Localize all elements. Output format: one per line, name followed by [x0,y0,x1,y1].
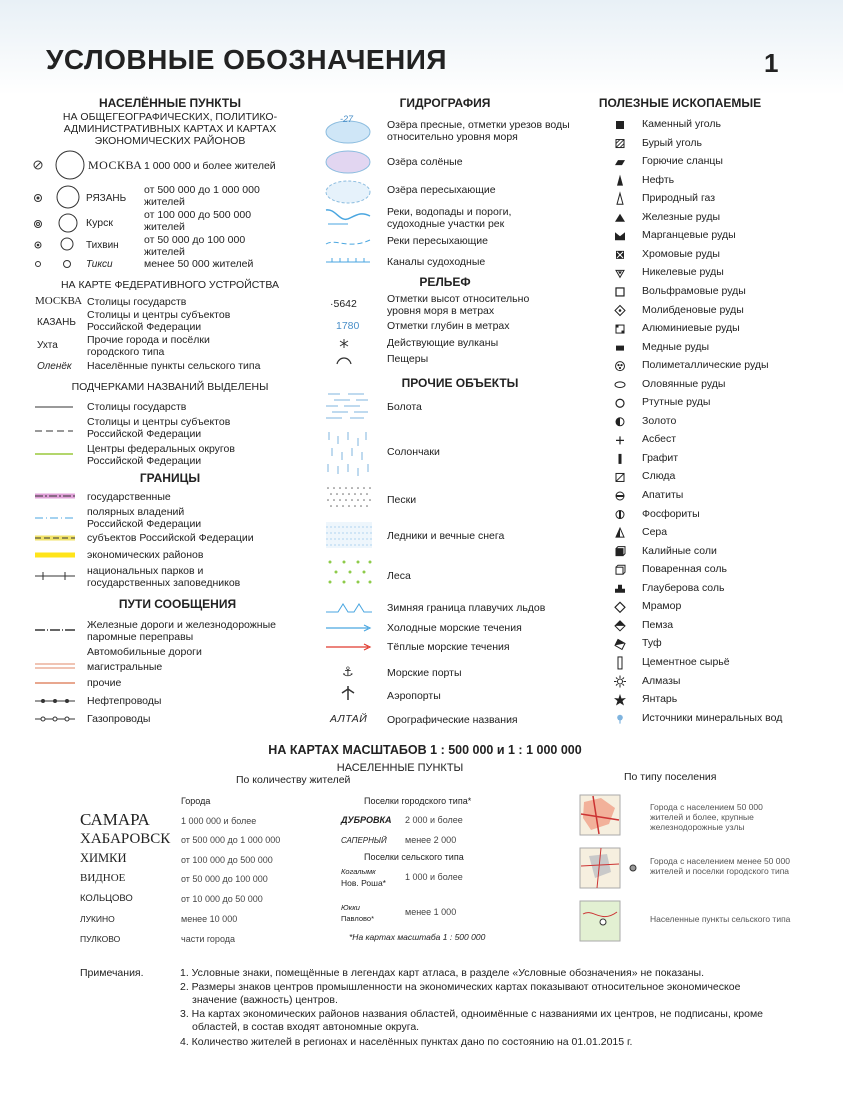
hydro-heading: ГИДРОГРАФИЯ [399,96,491,110]
mineral-label: Марганцевые руды [642,229,736,242]
village-name-2a: Юкки [341,903,360,912]
page-number: 1 [764,48,779,78]
oro-mark: АЛТАЙ [330,713,368,725]
border-desc-4: экономических районов [87,549,204,561]
square-slash-icon [616,473,624,481]
city-name-5: КОЛЬЦОВО [80,893,133,904]
mineral-icon-column [609,117,631,727]
note-3: 3. На картах экономических районов названия областей, одноимённые с названиями их центров, не подписаны, кроме областей, в состав входят автономные округа. [180,1008,763,1033]
lake-mark: -27 [340,114,354,124]
mineral-label: Апатиты [642,489,684,501]
type-desc-1: Города с населением 50 000 жителей и более, крупные железнодорожные узлы [650,802,763,832]
city-desc-3: от 100 000 до 500 000 [181,855,273,865]
federal-desc-2: Столицы и центры субъектов Российской Федерации [87,309,231,333]
square-outline-icon [616,288,624,296]
circle-line-icon [616,492,624,500]
settlement-desc-3: от 100 000 до 500 000 жителей [144,209,252,233]
city-desc-5: от 10 000 до 50 000 [181,894,263,904]
mineral-label: Слюда [642,470,676,483]
settlement-name-1: МОСКВА [88,158,143,172]
relief-desc-3: Действующие вулканы [387,337,499,349]
mineral-label: Хромовые руды [642,247,720,260]
mineral-label: Туф [642,637,662,650]
transport-desc-5: Нефтепроводы [87,695,162,707]
rect-filled-icon [616,346,624,351]
mineral-label: Золото [642,414,677,427]
square-corners-icon [616,325,624,333]
circle-vline-icon [616,511,624,519]
relief-desc-1: Отметки высот относительно уровня моря в метрах [387,293,530,317]
type-desc-3: Населенные пункты сельского типа [650,914,791,924]
transport-desc-3: магистральные [87,661,163,673]
city-name-1: САМАРА [80,810,150,829]
underline-desc-3: Центры федеральных округов Российской Федерации [87,443,235,467]
height-mark: ·5642 [330,298,357,310]
transport-samples [35,618,80,728]
other-desc-9: Морские порты [387,667,462,679]
mineral-label: Никелевые руды [642,266,724,279]
m-shape-icon [615,232,625,240]
mineral-label: Алюминиевые руды [642,322,740,335]
settlement-type-maps [579,794,639,944]
transport-desc-1: Железные дороги и железнодорожные паромные переправы [87,619,276,643]
city-desc-1: 1 000 000 и более [181,816,257,826]
settlement-name-5: Тикси [86,259,113,270]
tall-rect-icon [618,657,622,669]
mineral-label: Пемза [642,618,674,631]
oval-outline-icon [615,382,625,388]
hydro-desc-3: Озёра пересыхающие [387,184,496,196]
triangle-half-icon [616,528,624,537]
settlement-desc-4: от 50 000 до 100 000 жителей [144,234,246,258]
type-desc-2: Города с населением менее 50 000 жителей и поселки городского типа [650,856,790,876]
city-name-7: ПУЛКОВО [80,934,121,944]
relief-desc-2: Отметки глубин в метрах [387,320,510,332]
federal-name-1: МОСКВА [35,295,83,307]
other-desc-11: Орографические названия [387,714,518,726]
transport-desc-4: прочие [87,677,122,689]
settlement-name-4: Тихвин [86,240,119,251]
square-hatched-icon [616,140,624,148]
settlement-name-3: Курск [86,217,113,229]
mineral-label: Полиметаллические руды [642,359,769,372]
mineral-label: Вольфрамовые руды [642,284,746,297]
border-desc-3: субъектов Российской Федерации [87,532,254,544]
village-name-2b: Павлово* [341,914,374,923]
other-desc-8: Тёплые морские течения [387,641,510,653]
sun-icon [614,676,626,688]
hydro-desc-2: Озёра солёные [387,156,463,168]
mineral-label: Каменный уголь [642,118,721,130]
city-desc-7: части города [181,934,236,944]
federal-heading: НА КАРТЕ ФЕДЕРАТИВНОГО УСТРОЙСТВА [60,279,280,291]
hydro-desc-5: Реки пересыхающие [387,235,488,247]
other-desc-3: Пески [387,494,417,506]
mineral-label: Бурый уголь [642,136,703,149]
diamond-tilt-icon [615,639,625,649]
federal-name-4: Оленёк [37,361,72,372]
plus-icon [616,436,624,444]
mineral-label: Алмазы [642,674,681,687]
city-name-4: ВИДНОЕ [80,872,126,884]
town-desc-1: 2 000 и более [405,815,463,825]
federal-name-3: Ухта [37,340,58,351]
relief-heading: РЕЛЬЕФ [419,275,471,289]
mineral-label: Природный газ [642,192,716,205]
settlements-subheading: НА ОБЩЕГЕОГРАФИЧЕСКИХ, ПОЛИТИКО-АДМИНИСТРАТИВНЫХ КАРТАХ И КАРТАХ ЭКОНОМИЧЕСКИХ РАЙОНОВ [62,111,278,147]
mineral-label: Глауберова соль [642,581,725,594]
other-desc-10: Аэропорты [387,690,441,702]
note-4: 4. Количество жителей в регионах и населённых пунктах дано по состоянию на 01.01.2015 г. [180,1036,633,1048]
village-desc-2: менее 1 000 [405,907,457,917]
scale-subheading: НАСЕЛЕННЫЕ ПУНКТЫ [336,762,464,774]
notes-label: Примечания. [80,967,144,979]
underlines-heading: ПОДЧЕРКАМИ НАЗВАНИЙ ВЫДЕЛЕНЫ [71,381,269,393]
town-name-1: ДУБРОВКА [341,815,392,825]
borders-heading: ГРАНИЦЫ [139,471,201,485]
city-desc-6: менее 10 000 [181,914,238,924]
mineral-label: Асбест [642,433,677,446]
other-desc-6: Зимняя граница плавучих льдов [387,602,546,614]
square-3d-outline-icon [616,565,625,574]
note-1: 1. Условные знаки, помещённые в легендах карт атласа, в разделе «Условные обозначения» не показаны. [180,967,704,979]
underline-samples [35,400,80,465]
mineral-label: Мрамор [642,600,682,613]
mineral-label: Графит [642,451,679,464]
transport-desc-6: Газопроводы [87,713,151,725]
mineral-label: Источники минеральных вод [642,711,783,724]
city-name-2: ХАБАРОВСК [80,831,171,847]
city-name-6: ЛУКИНО [80,914,115,924]
mineral-label: Калийные соли [642,544,717,557]
by-population-label: По количеству жителей [236,774,351,786]
square-3d-icon [616,547,625,556]
settlement-name-2: РЯЗАНЬ [86,193,127,204]
other-desc-1: Болота [387,401,422,413]
circle-outline-icon [616,399,624,407]
mineral-label: Фосфориты [642,507,700,520]
triangle-down-icon [616,270,624,277]
underline-desc-1: Столицы государств [87,401,187,413]
federal-desc-4: Населённые пункты сельского типа [87,360,261,372]
triangle-filled-icon [615,214,625,222]
circle-half-icon [616,418,624,426]
scale-heading: НА КАРТАХ МАСШТАБОВ 1 : 500 000 и 1 : 1 000 000 [268,743,582,757]
town-name-2: САПЕРНЫЙ [341,836,387,845]
page-title: УСЛОВНЫЕ ОБОЗНАЧЕНИЯ [46,44,448,75]
mineral-label: Оловянные руды [642,377,726,390]
tall-triangle-outline-icon [617,193,623,204]
city-name-3: ХИМКИ [80,851,127,865]
mineral-label: Ртутные руды [642,396,711,409]
settlement-desc-5: менее 50 000 жителей [144,258,254,270]
steps-icon [615,585,625,593]
star-icon [614,694,626,706]
mineral-label: Поваренная соль [642,563,727,576]
relief-samples [336,336,366,368]
mineral-label: Нефть [642,173,675,186]
mineral-label: Горючие сланцы [642,155,723,168]
village-name-1a: Когалымк [341,867,376,876]
transport-desc-2: Автомобильные дороги [87,646,202,658]
border-desc-5: национальных парков и государственных заповедников [87,565,241,589]
parallelogram-icon [615,160,625,165]
square-x-icon [616,251,624,259]
settlements-heading: НАСЕЛЁННЫЕ ПУНКТЫ [98,96,242,110]
hydro-desc-4: Реки, водопады и пороги, судоходные участки рек [387,206,512,230]
note-2: 2. Размеры знаков центров промышленности на экономических картах показывают относительное экономическое значение (важность) центров. [180,981,741,1006]
diamond-outline-icon [615,602,625,612]
towns-header: Поселки городского типа* [364,796,472,806]
federal-desc-3: Прочие города и посёлки городского типа [87,334,210,358]
mineral-label: Цементное сырьё [642,655,730,668]
mineral-label: Янтарь [642,693,678,706]
pin-icon [617,715,623,724]
village-name-1b: Нов. Роша* [341,878,386,888]
federal-desc-1: Столицы государств [87,296,187,308]
svg-text:⚓: ⚓ [342,665,354,680]
tall-triangle-filled-icon [617,175,623,186]
village-desc-1: 1 000 и более [405,872,463,882]
scale-footnote: *На картах масштаба 1 : 500 000 [349,932,486,942]
diamond-half-icon [615,621,625,631]
transport-heading: ПУТИ СООБЩЕНИЯ [118,597,237,611]
city-desc-2: от 500 000 до 1 000 000 [181,835,281,845]
by-type-label: По типу поселения [624,771,717,783]
border-samples [35,488,80,588]
hydro-desc-6: Каналы судоходные [387,256,486,268]
mineral-label: Медные руды [642,340,709,353]
settlement-circles [30,155,90,270]
bar-icon [619,454,622,464]
other-samples [324,390,374,720]
hydro-desc-1: Озёра пресные, отметки урезов воды относительно уровня моря [387,119,570,143]
depth-mark: 1780 [336,320,360,332]
other-desc-4: Ледники и вечные снега [387,530,505,542]
border-desc-2: полярных владений Российской Федерации [87,506,202,530]
diamond-dots-icon [615,306,625,316]
mineral-label: Молибденовые руды [642,303,744,316]
settlement-desc-2: от 500 000 до 1 000 000 жителей [144,184,260,208]
other-desc-2: Солончаки [387,446,440,458]
circle-dots-icon [616,362,625,371]
other-desc-7: Холодные морские течения [387,622,522,634]
cities-header: Города [181,796,211,806]
villages-header: Поселки сельского типа [364,852,464,862]
mineral-label: Сера [642,526,668,539]
city-desc-4: от 50 000 до 100 000 [181,874,268,884]
town-desc-2: менее 2 000 [405,835,457,845]
settlement-desc-1: 1 000 000 и более жителей [144,160,276,172]
other-desc-5: Леса [387,570,411,582]
relief-desc-4: Пещеры [387,353,429,365]
hydro-samples [322,112,382,272]
minerals-heading: ПОЛЕЗНЫЕ ИСКОПАЕМЫЕ [598,96,762,110]
square-filled-icon [616,121,624,129]
other-heading: ПРОЧИЕ ОБЪЕКТЫ [401,376,519,390]
mineral-label: Железные руды [642,210,721,223]
border-desc-1: государственные [87,491,171,503]
underline-desc-2: Столицы и центры субъектов Российской Федерации [87,416,231,440]
federal-name-2: КАЗАНЬ [37,317,76,328]
